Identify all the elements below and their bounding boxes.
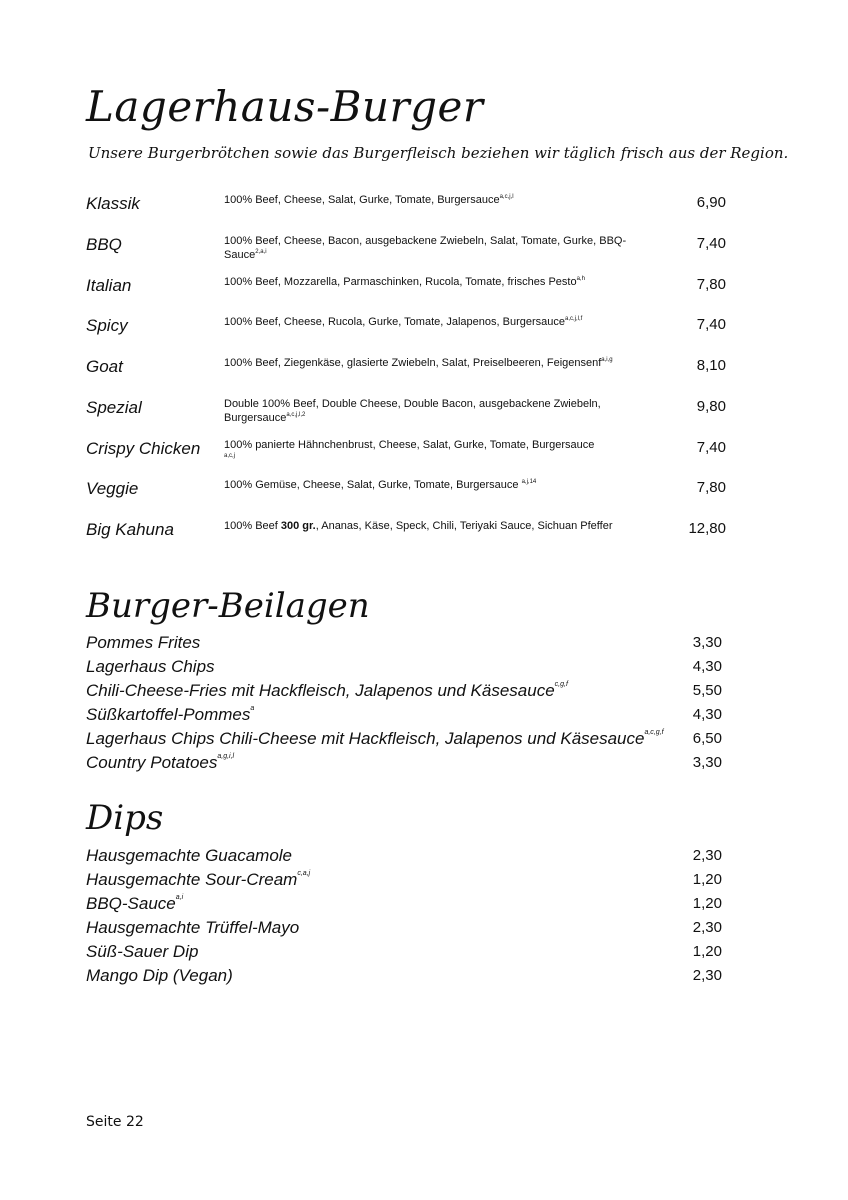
burger-price: 7,40 <box>696 438 726 456</box>
allergen-codes: c,g,f <box>554 681 568 688</box>
item-name: Süß-Sauer Dip <box>86 942 199 961</box>
burger-name: Veggie <box>86 479 139 499</box>
item-price: 2,30 <box>692 967 722 984</box>
burger-name: Klassik <box>86 194 140 213</box>
item-price: 1,20 <box>692 943 722 960</box>
burger-description: 100% panierte Hähnchenbrust, Cheese, Salat, Gurke, Tomate, Burgersauce $^{a,c,j}$ <box>224 438 595 459</box>
item-name: Mango Dip (Vegan) <box>86 966 233 985</box>
burger-description: 100% Beef, Ziegenkäse, glasierte Zwiebeln, Salat, Preiselbeeren, Feigensenf$^{a,i,g}$ <box>224 357 613 369</box>
dips-heading: Dips <box>86 798 164 838</box>
burger-description: 100% Gemüse, Cheese, Salat, Gurke, Tomate, Burgersauce $^{a,j,14}$ <box>224 479 537 492</box>
item-price: 3,30 <box>692 754 722 771</box>
list-item <box>86 917 722 941</box>
list-item <box>86 869 722 893</box>
allergen-codes: a,i <box>175 894 184 901</box>
burger-price: 9,80 <box>696 397 726 415</box>
item-name: Lagerhaus Chips <box>86 657 215 676</box>
allergen-codes: a,g,i,l <box>217 753 235 760</box>
burger-row <box>86 315 726 356</box>
item-price: 6,50 <box>692 730 722 747</box>
burger-description: 100% Beef, Mozzarella, Parmaschinken, Rucola, Tomate, frisches Pesto$^{a,h}$ <box>224 275 585 288</box>
list-item <box>86 704 722 728</box>
allergen-codes: a,c,j <box>224 452 236 459</box>
list-item <box>86 728 722 752</box>
item-name: Lagerhaus Chips Chili-Cheese mit Hackfleisch, Jalapenos und Käsesauce <box>86 729 645 748</box>
burger-price: 7,80 <box>696 479 726 497</box>
burger-description: Double 100% Beef, Double Cheese, Double Bacon, ausgebackene Zwiebeln, Burgersauce$^{a,c,j,l,2}$ <box>224 397 601 424</box>
allergen-codes: c,a,j <box>297 870 311 877</box>
item-price: 1,20 <box>692 871 722 888</box>
burger-description: 100% Beef 300 gr., Ananas, Käse, Speck, Chili, Teriyaki Sauce, Sichuan Pfeffer <box>224 520 613 532</box>
item-name: Chili-Cheese-Fries mit Hackfleisch, Jalapenos und Käsesauce <box>86 681 555 700</box>
burger-name: Goat <box>86 357 123 376</box>
burger-name: Spezial <box>86 397 142 417</box>
dips-list <box>86 845 722 989</box>
item-price: 4,30 <box>692 658 722 675</box>
list-item <box>86 752 722 776</box>
item-name: Hausgemachte Trüffel-Mayo <box>86 918 300 937</box>
item-price: 2,30 <box>692 847 722 864</box>
page-title: Lagerhaus-Burger <box>86 82 484 131</box>
item-price: 2,30 <box>692 919 722 936</box>
allergen-codes: a,c,j,l,f <box>565 316 583 323</box>
burger-name: Italian <box>86 275 132 295</box>
burger-row <box>86 356 726 397</box>
allergen-codes: a,c,j,l <box>499 194 514 200</box>
list-item <box>86 893 722 917</box>
item-name: Süßkartoffel-Pommes <box>86 705 251 724</box>
page-number: Seite 22 <box>86 1114 144 1130</box>
burger-description: 100% Beef, Cheese, Rucola, Gurke, Tomate, Jalapenos, Burgersauce$^{a,c,j,l,f}$ <box>224 316 583 329</box>
item-price: 5,50 <box>692 682 722 699</box>
allergen-codes: 2,a,i <box>255 248 267 255</box>
list-item <box>86 656 722 680</box>
burger-price: 8,10 <box>696 357 726 374</box>
page-subtitle: Unsere Burgerbrötchen sowie das Burgerfleisch beziehen wir täglich frisch aus der Region. <box>88 144 789 162</box>
burger-name: Spicy <box>86 316 128 336</box>
list-item <box>86 941 722 965</box>
burger-row <box>86 519 726 560</box>
sides-list <box>86 632 722 776</box>
allergen-codes: a,c,g,f <box>644 729 664 736</box>
item-price: 1,20 <box>692 895 722 912</box>
allergen-codes: a,j,14 <box>521 479 537 486</box>
list-item <box>86 845 722 869</box>
burger-description: 100% Beef, Cheese, Bacon, ausgebackene Zwiebeln, Salat, Tomate, Gurke, BBQ-Sauce$^{2,a,i}$ <box>224 234 627 261</box>
sides-heading: Burger-Beilagen <box>86 586 370 626</box>
burger-price: 12,80 <box>688 520 726 537</box>
burger-price: 6,90 <box>696 194 726 211</box>
item-price: 4,30 <box>692 706 722 723</box>
item-name: Hausgemachte Sour-Cream <box>86 870 298 889</box>
burger-price: 7,40 <box>696 316 726 334</box>
list-item <box>86 632 722 656</box>
burger-description: 100% Beef, Cheese, Salat, Gurke, Tomate, Burgersauce$^{a,c,j,l}$ <box>224 194 514 206</box>
item-name: Hausgemachte Guacamole <box>86 846 293 865</box>
item-price: 3,30 <box>692 634 722 651</box>
item-name: BBQ-Sauce <box>86 894 176 913</box>
list-item <box>86 965 722 989</box>
item-name: Pommes Frites <box>86 633 201 652</box>
allergen-codes: a <box>250 705 255 712</box>
burger-row <box>86 193 726 234</box>
burger-row <box>86 275 726 316</box>
burger-row <box>86 478 726 519</box>
allergen-codes: a,c,j,l,2 <box>286 411 306 418</box>
burger-name: BBQ <box>86 234 122 254</box>
list-item <box>86 680 722 704</box>
burger-name: Crispy Chicken <box>86 438 201 458</box>
burger-name: Big Kahuna <box>86 520 174 539</box>
burger-price: 7,80 <box>696 275 726 293</box>
allergen-codes: a,i,g <box>601 357 613 363</box>
burger-price: 7,40 <box>696 234 726 252</box>
burger-row <box>86 234 726 275</box>
allergen-codes: a,h <box>576 275 585 282</box>
burger-row <box>86 397 726 438</box>
item-name: Country Potatoes <box>86 753 218 772</box>
burger-row <box>86 438 726 479</box>
burger-list <box>86 193 726 560</box>
